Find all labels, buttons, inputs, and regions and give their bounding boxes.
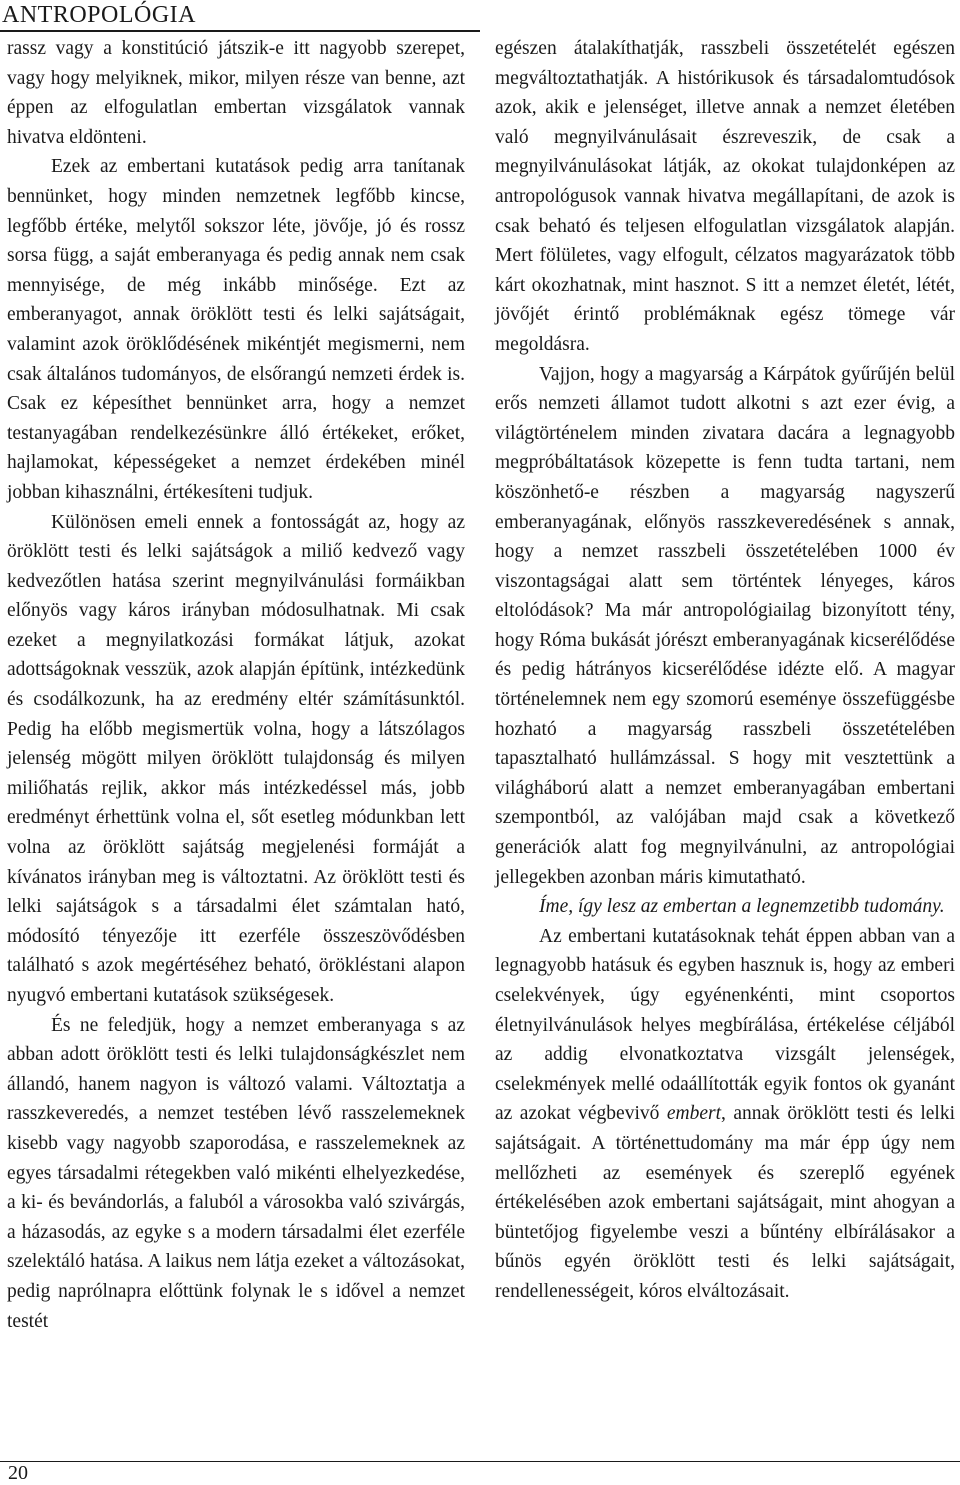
paragraph: Különösen emeli ennek a fontosságát az, hogy az öröklött testi és lelki sajátságok a miliő kedvező vagy kedvezőtlen hatása szerint megnyilvánulási formáikban előnyös vagy káros irányban módosulhatnak. Mi csak ezeket a megnyilatkozási formákat látjuk, azokat adottságoknak vesszük, azok alapján építünk, intézkedünk és csodálkozunk, ha az eredmény eltér számításunktól. Pedig ha előbb megismertük volna, hogy a látszólagos jelenség mögött milyen öröklött tulajdonság és milyen miliőhatás rejlik, akkor más intézkedéssel más, jobb eredményt érhettünk volna el, sőt esetleg módunkban lett volna az öröklött sajátság megjelenési formáját a kívánatos irányban meg is változtatni. Az öröklött testi és lelki sajátságok s a társadalmi élet számtalan ható, módosító tényezője itt ezerféle összeszövődésben található s azok megértéséhez beható, örökléstani alapon nyugvó embertani kutatások szükségesek. [7, 511, 465, 1006]
emphasized-word: embert [666, 1103, 722, 1125]
paragraph: Vajjon, hogy a magyarság a Kárpátok gyűrűjén belül erős nemzeti államot tudott alkotni s azt ezer évig, a világtörténelem minden zivatara dacára a legnagyobb megpróbáltatások közepette is fenn tudta tartani, nem köszönhető-e részben a magyarság nagyszerű emberanyagának, előnyös rasszkeveredésének s annak, hogy a nemzet rasszbeli összetételében 1000 év viszontagságai alatt sem történtek lényeges, káros eltolódások? Ma már antropológiailag bizonyított tény, hogy Róma bukását jórészt emberanyagának kicserélődése és pedig hátrányos kicserélődése idézte elő. A magyar történelemnek nem egy szomorú eseménye összefüggésbe hozható a magyarság rasszbeli összetételében tapasztalható hullámzással. S hogy mit vesztettünk a világháború alatt a nemzet emberanyagában embertani szempontból, az valójában majd csak a következő generációk alatt fog megnyilvánulni, az antropológiai jellegekben azonban máris kimutatható. [495, 363, 955, 888]
footer-rule [0, 1461, 960, 1462]
paragraph: Ezek az embertani kutatások pedig arra tanítanak bennünket, hogy minden nemzetnek legfőbb kincse, legfőbb értéke, melytől sokszor léte, jövője, jó és rossz sorsa függ, a saját emberanyaga és pedig annak nem csak mennyisége, de még inkább minősége. Ezt az emberanyagot, annak öröklött testi és lelki sajátságait, valamint azok öröklődésének mikéntjét megismerni, nem csak általános tudományos, de elsőrangú nemzeti érdek is. Csak ez képesíthet bennünket arra, hogy a nemzet testanyagában rendelkezésünkre álló értékeket, erőket, hajlamokat, képességeket a nemzet érdekében minél jobban kihasználni, értékesíteni tudjuk. [7, 156, 465, 503]
page-number: 20 [8, 1462, 28, 1484]
italic-statement: Íme, így lesz az embertan a legnemzetibb tudomány. [539, 896, 945, 918]
left-column [7, 34, 465, 1336]
paragraph [495, 922, 955, 1307]
section-title: ANTROPOLÓGIA [2, 2, 196, 28]
running-header [0, 0, 480, 32]
paragraph: rassz vagy a konstitúció játszik-e itt nagyobb szerepet, vagy hogy melyiknek, mikor, milyen része van benne, azt éppen az elfogulatlan embertan vizsgálatok vannak hivatva eldönteni. [7, 38, 465, 148]
paragraph: egészen átalakíthatják, rasszbeli összetételét egészen megváltoztathatják. A histórikusok és társadalomtudósok azok, akik e jelenséget, illetve annak a nemzet életében való megnyilvánulásait észreveszik, de csak a megnyilvánulásokat látják, az okokat tulajdonképen az antropológusok vannak hivatva megállapítani, de azok is csak beható és teljesen elfogulatlan vizsgálatok alapján. Mert fölületes, vagy elfogult, célzatos magyarázatok több kárt okozhatnak, mint hasznot. S itt a nemzet életét, létét, jövőjét érintő problémáknak egész tömege vár megoldásra. [495, 38, 955, 355]
right-column [495, 34, 955, 1307]
paragraph-text: , annak öröklött testi és lelki sajátságait. A történettudomány ma már épp úgy nem mellőzheti az események és szereplő egyének értékelésében azok embertani sajátságait, mint ahogyan a büntetőjog figyelembe veszi a bűntény elbírálásakor a bűnös egyén öröklött testi és lelki sajátságait, rendellenességeit, kóros elváltozásait. [495, 1103, 955, 1302]
paragraph: És ne feledjük, hogy a nemzet emberanyaga s az abban adott öröklött testi és lelki tulajdonságkészlet nem állandó, hanem nagyon is változó valami. Változtatja a rasszkeveredés, a nemzet testében lévő rasszelemeknek kisebb vagy nagyobb szaporodása, e rasszelemeknek az egyes társadalmi rétegekben való mikénti elhelyezkedése, a ki- és bevándorlás, a faluból a városokba való szivárgás, a házasodás, az egyke s a modern társadalmi élet ezerféle szelektáló hatása. A laikus nem látja ezeket a változásokat, pedig naprólnapra előttünk folynak le s idővel a nemzet testét [7, 1014, 465, 1332]
paragraph-text: Az embertani kutatásoknak tehát éppen abban van a legnagyobb hatásuk és egyben hasznuk is, hogy az emberi cselekvények, úgy egyénenkénti, mint csoportos életnyilvánulások helyes megbírálása, értékelése céljából az addig elvonatkoztatva vizsgált jelenségek, cselekmények mellé odaállították egyik fontos ok gyanánt az azokat végbevivő [495, 925, 955, 1125]
